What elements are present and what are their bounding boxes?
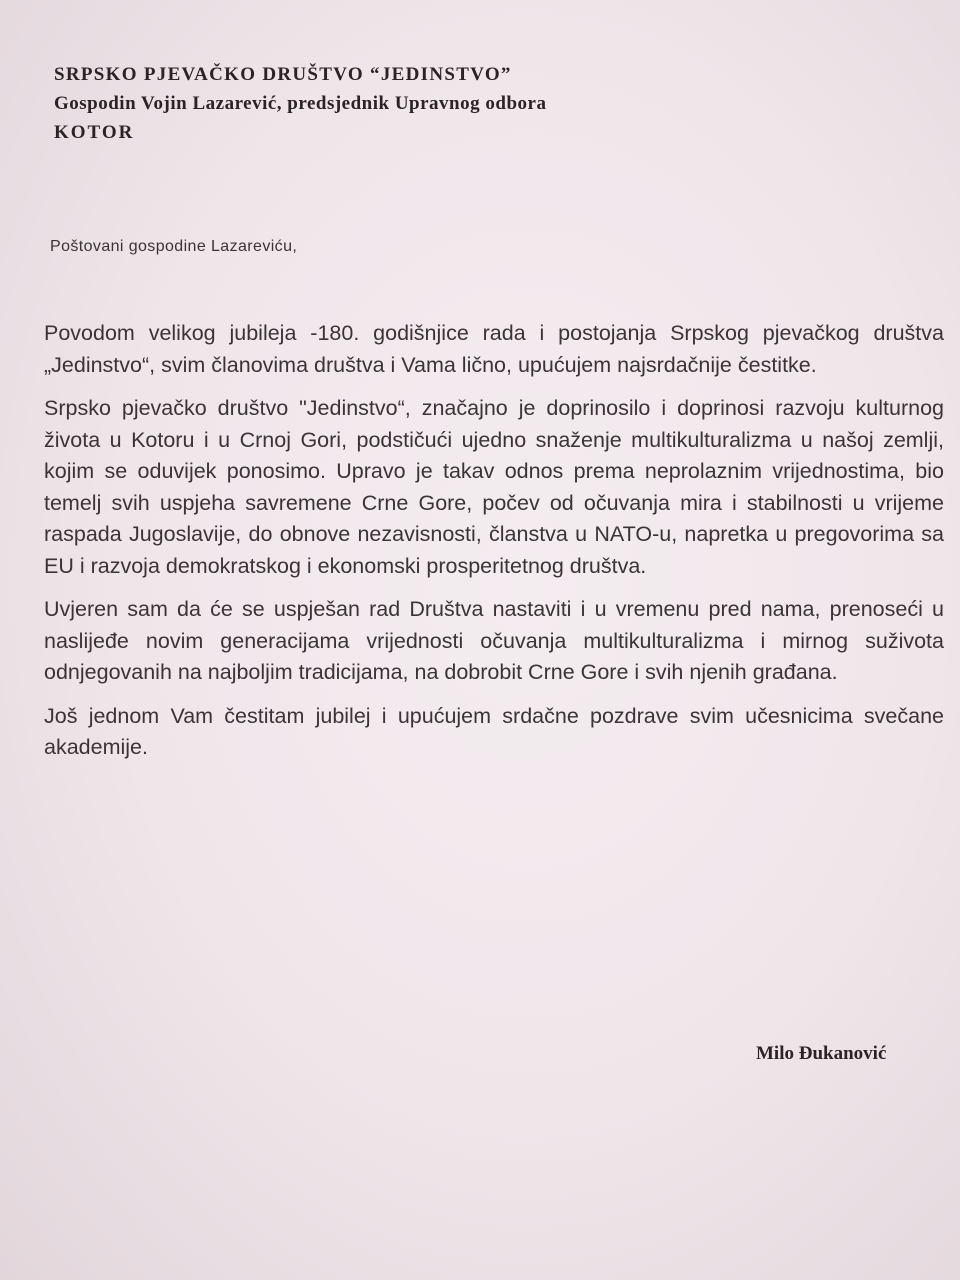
paragraph-1: Povodom velikog jubileja -180. godišnjice rada i postojanja Srpskog pjevačkog društva „Jedinstvo“, svim članovima društva i Vama lično, upućujem najsrdačnije čestitke. (44, 321, 944, 377)
city-name: KOTOR (54, 122, 135, 143)
paragraph-2: Srpsko pjevačko društvo "Jedinstvo“, značajno je doprinosilo i doprinosi razvoju kulturnog života u Kotoru i u Crnoj Gori, podstičući ujedno snaženje multikulturalizma u našoj zemlji, kojim se oduvijek ponosimo. Upravo je takav odnos prema neprolaznim vrijednostima, bio temelj svih uspjeha savremene Crne Gore, počev od očuvanja mira i stabilnosti u vrijeme raspada Jugoslavije, do obnove nezavisnosti, članstva u NATO-u, napretka u pregovorima sa EU i razvoja demokratskog i ekonomski prosperitetnog društva. (44, 396, 944, 578)
paragraph-3: Uvjeren sam da će se uspješan rad Društva nastaviti i u vremenu pred nama, prenoseći u naslijeđe novim generacijama vrijednosti očuvanja multikulturalizma i mirnog suživota odnjegovanih na najboljim tradicijama, na dobrobit Crne Gore i svih njenih građana. (44, 597, 944, 684)
paragraph-4: Još jednom Vam čestitam jubilej i upućujem srdačne pozdrave svim učesnicima svečane akademije. (44, 703, 944, 759)
letter-body (44, 318, 944, 776)
signature-name: Milo Đukanović (756, 1043, 887, 1064)
salutation: Poštovani gospodine Lazareviću, (50, 238, 298, 255)
addressee-block (54, 60, 774, 147)
recipient-name: Gospodin Vojin Lazarević, predsjednik Upravnog odbora (54, 93, 547, 114)
organization-name: SRPSKO PJEVAČKO DRUŠTVO “JEDINSTVO” (54, 64, 512, 85)
